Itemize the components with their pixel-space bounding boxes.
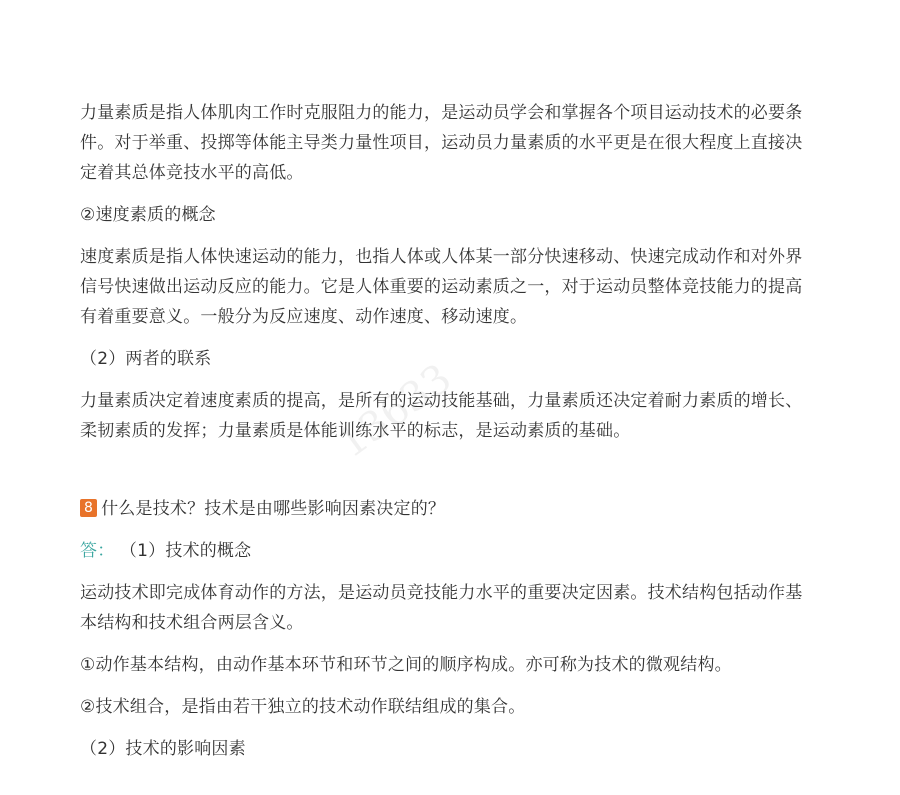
subheading-technique-concept: （1）技术的概念 [128,541,252,561]
question-8 [80,494,810,524]
subheading-speed-concept: ②速度素质的概念 [80,205,216,225]
paragraph-basic-structure: ①动作基本结构，由动作基本环节和环节之间的顺序构成。亦可称为技术的微观结构。 [80,655,732,675]
subheading-relationship: （2）两者的联系 [80,349,212,369]
watermark: 13633 [330,355,460,468]
answer-first-line [80,536,810,566]
paragraph-speed-definition: 速度素质是指人体快速运动的能力，也指人体或人体某一部分快速移动、快速完成动作和对外界信号快速做出运动反应的能力。它是人体重要的运动素质之一，对于运动员整体竞技能力的提高有着重要意义。一般分为反应速度、动作速度、移动速度。 [80,247,803,327]
question-text: 什么是技术？技术是由哪些影响因素决定的？ [101,499,446,519]
paragraph-relationship: 力量素质决定着速度素质的提高，是所有的运动技能基础，力量素质还决定着耐力素质的增长、柔韧素质的发挥；力量素质是体能训练水平的标志，是运动素质的基础。 [80,391,803,441]
answer-label: 答： [80,541,115,561]
question-number-badge: 8 [80,499,97,517]
document-body [80,98,810,764]
paragraph-technique-combination: ②技术组合，是指由若干独立的技术动作联结组成的集合。 [80,697,526,717]
paragraph-strength-definition: 力量素质是指人体肌肉工作时克服阻力的能力，是运动员学会和掌握各个项目运动技术的必要条件。对于举重、投掷等体能主导类力量性项目，运动员力量素质的水平更是在很大程度上直接决定着其总体竞技水平的高低。 [80,103,803,183]
subheading-technique-factors: （2）技术的影响因素 [80,739,246,759]
paragraph-technique-definition: 运动技术即完成体育动作的方法，是运动员竞技能力水平的重要决定因素。技术结构包括动作基本结构和技术组合两层含义。 [80,583,803,633]
